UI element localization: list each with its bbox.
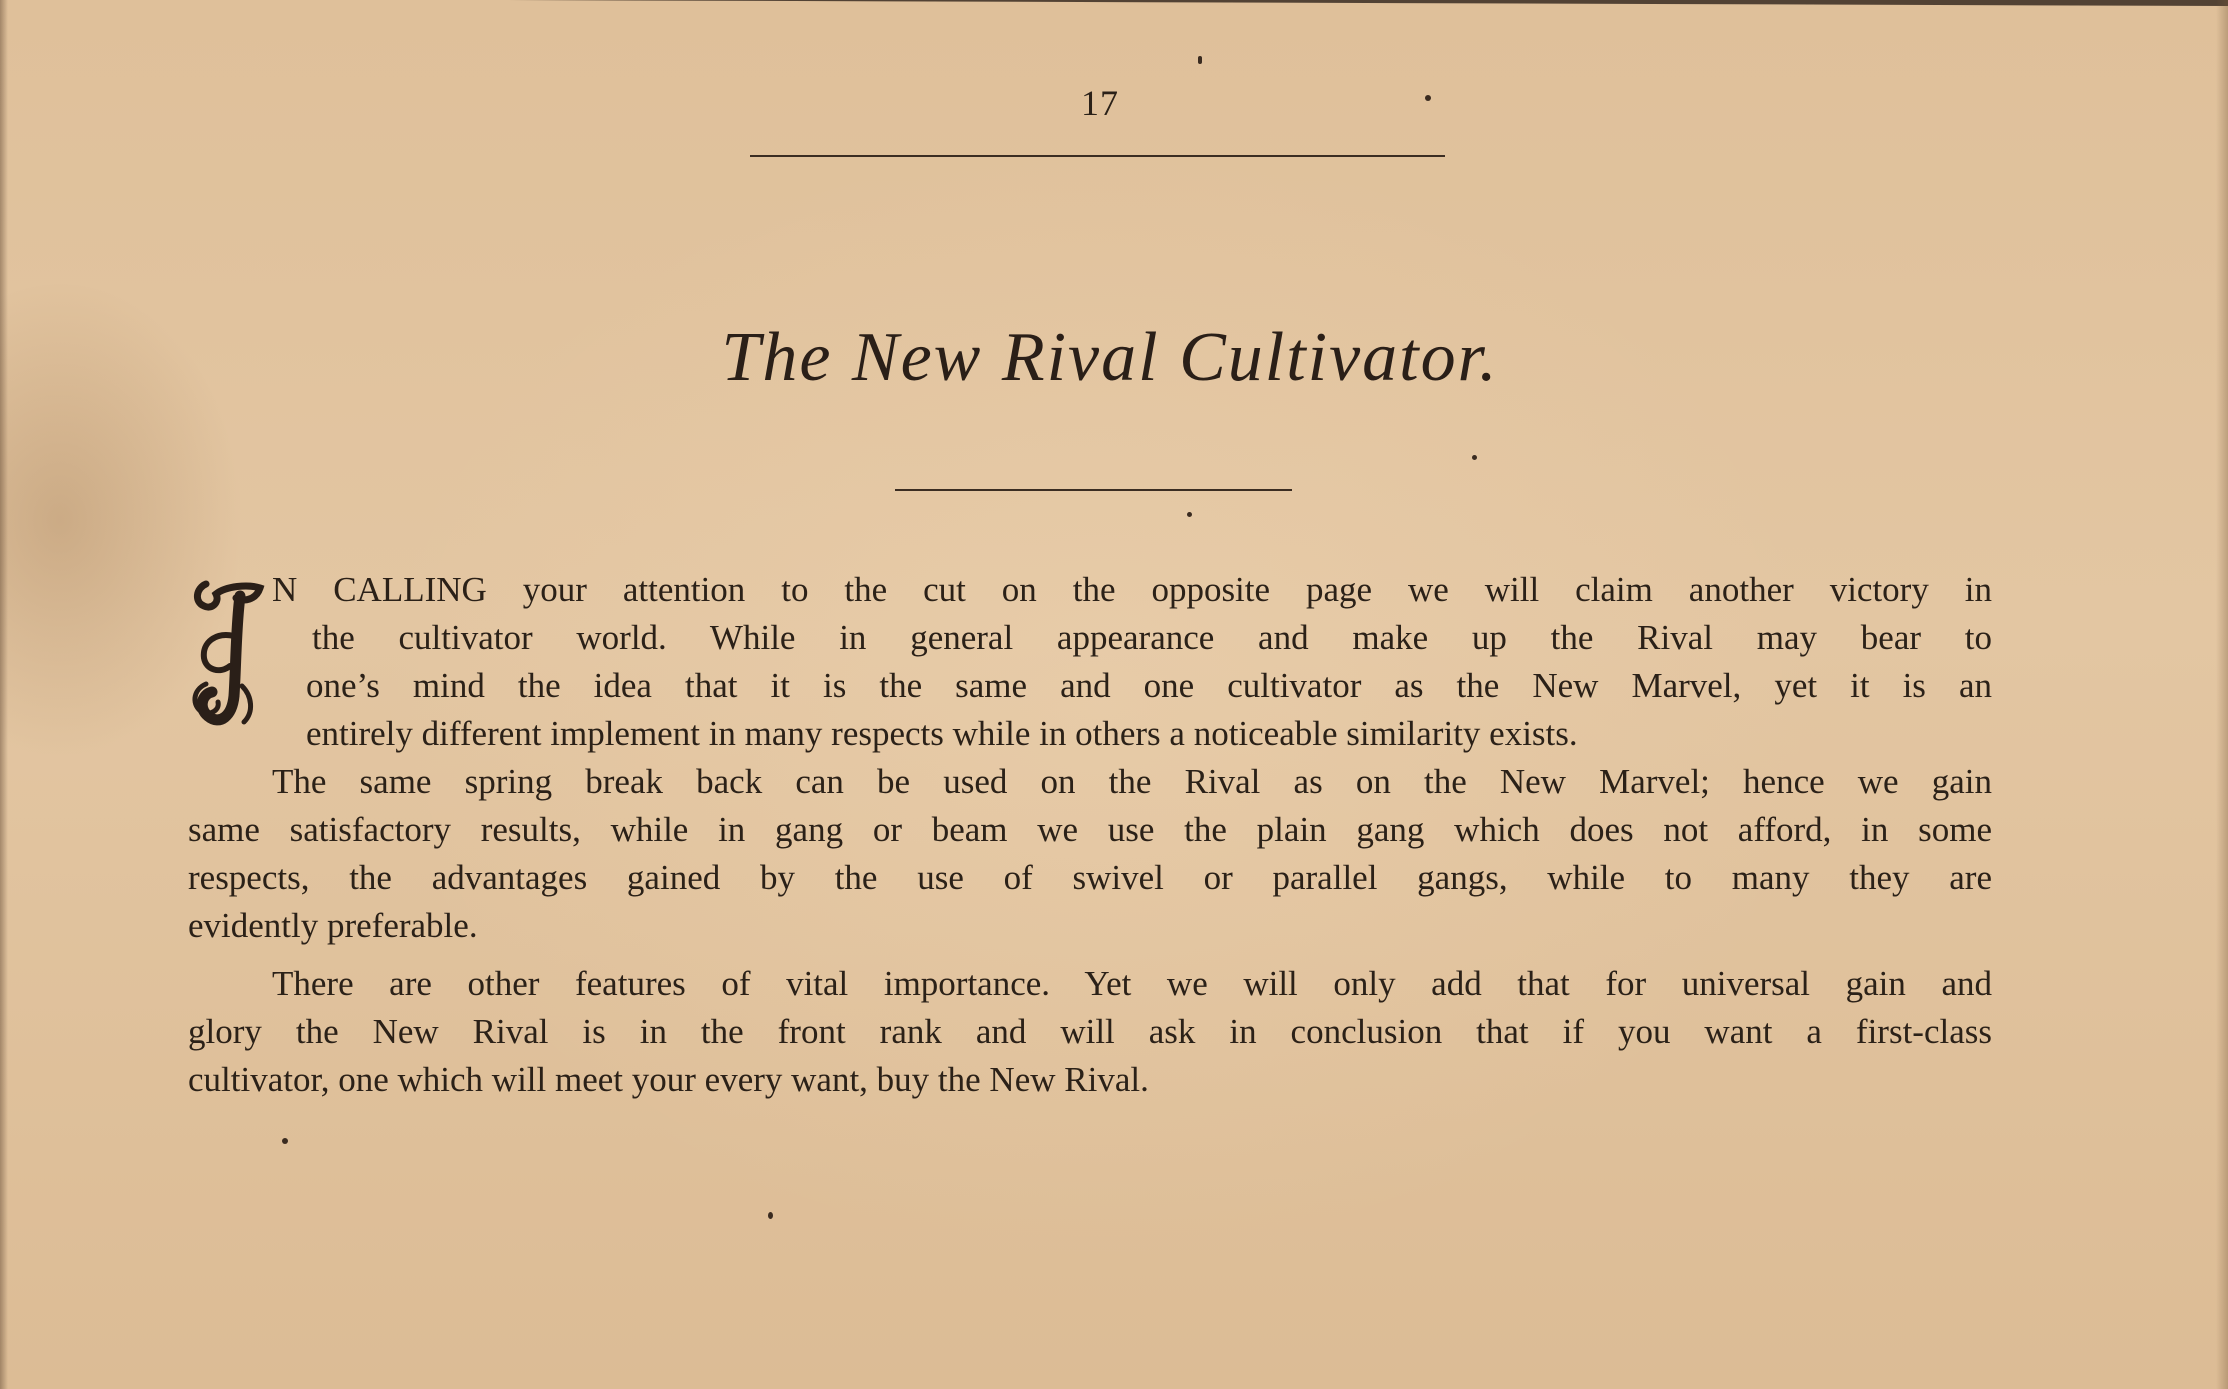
body-line-2: the cultivator world. While in general appearance and make up the Rival may bear to <box>312 618 1992 657</box>
page-title: The New Rival Cultivator. <box>721 319 1499 396</box>
paper-speck <box>282 1138 288 1144</box>
body-line-1: N CALLING your attention to the cut on the opposite page we will claim another victory in <box>272 570 1992 609</box>
body-line-4: entirely different implement in many respects while in others a noticeable similarity exists. <box>306 714 1578 753</box>
paper-speck <box>1187 512 1192 517</box>
body-line-3: one’s mind the idea that it is the same and one cultivator as the New Marvel, yet it is an <box>306 666 1992 705</box>
page-right-edge <box>2216 0 2228 1389</box>
page-number: 17 <box>1081 83 1119 123</box>
body-line-10: glory the New Rival is in the front rank and will ask in conclusion that if you want a first-class <box>188 1012 1992 1051</box>
body-line-7: respects, the advantages gained by the use of swivel or parallel gangs, while to many they are <box>188 858 1992 897</box>
paper-speck <box>768 1212 773 1219</box>
title-rule <box>895 489 1292 491</box>
body-line-5: The same spring break back can be used on the Rival as on the New Marvel; hence we gain <box>272 762 1992 801</box>
dropcap-ornament <box>186 566 266 736</box>
paper-speck <box>1198 56 1202 64</box>
header-rule <box>750 155 1445 157</box>
body-line-8: evidently preferable. <box>188 906 478 945</box>
page-left-edge <box>0 0 8 1389</box>
paper-speck <box>1472 455 1477 460</box>
body-line-6: same satisfactory results, while in gang or beam we use the plain gang which does not afford, in some <box>188 810 1992 849</box>
paper-speck <box>1425 95 1431 101</box>
body-line-11: cultivator, one which will meet your every want, buy the New Rival. <box>188 1060 1149 1099</box>
body-line-9: There are other features of vital importance. Yet we will only add that for universal gain and <box>272 964 1992 1003</box>
